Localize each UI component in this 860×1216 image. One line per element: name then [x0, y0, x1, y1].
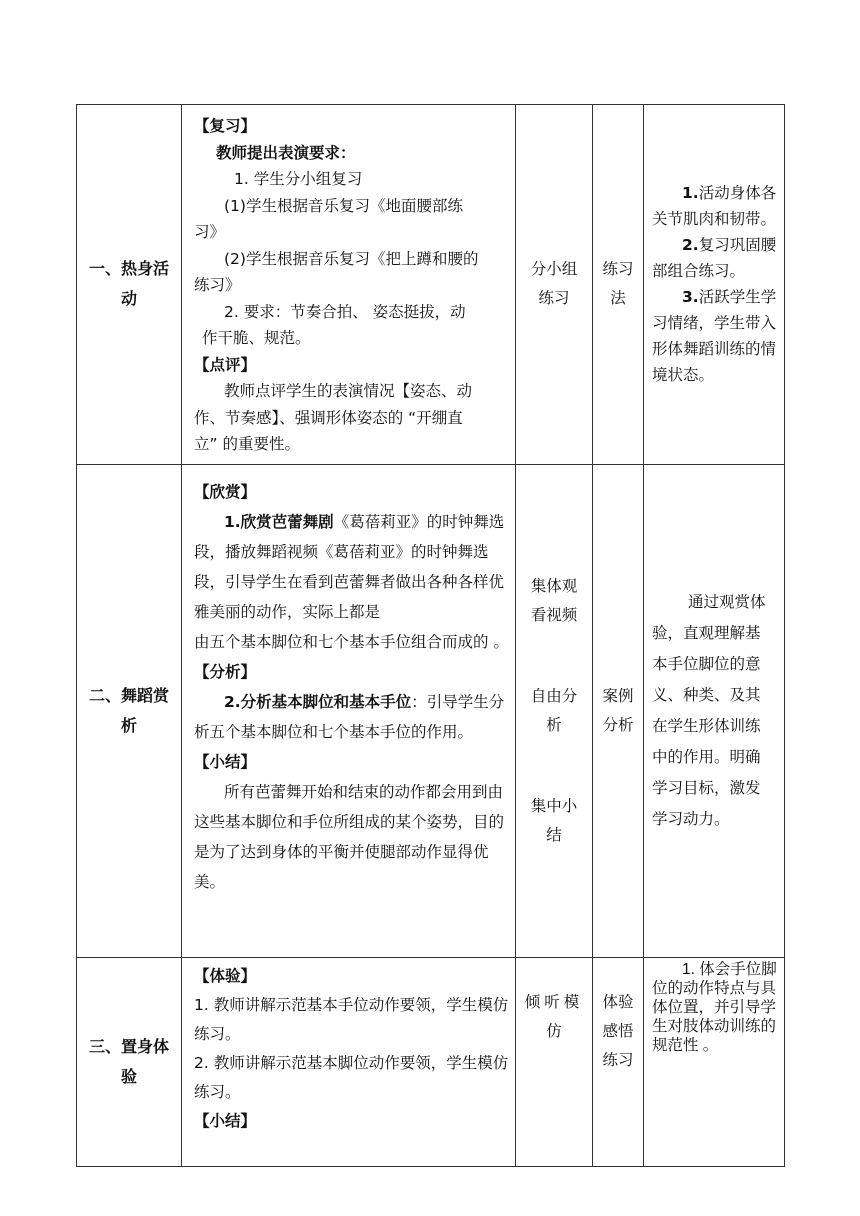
method-group	[516, 792, 592, 850]
content-line: 作干脆、规范。	[202, 329, 311, 347]
method-line: 看视频	[530, 605, 578, 624]
content-line: (2)学生根据音乐复习《把上蹲和腰的	[224, 249, 479, 268]
method-line: 倾听模	[524, 992, 584, 1011]
purpose-number: 2.	[682, 236, 699, 255]
method-group	[516, 682, 592, 740]
technique-line: 法	[610, 289, 626, 308]
content-text: 1. 学生分小组复习	[234, 170, 363, 188]
purpose-line	[652, 180, 778, 232]
section-heading: 【复习】	[194, 117, 257, 135]
purpose-cell	[644, 105, 785, 465]
method-group	[516, 572, 592, 630]
method-line: 集体观	[530, 576, 578, 595]
content-text: ：引导学生分析五个基本脚位和七个基本手位的作用。	[194, 692, 505, 741]
content-cell	[182, 464, 516, 957]
content-line: 立” 的重要性。	[194, 435, 300, 453]
technique-cell	[593, 464, 644, 957]
content-line: 教师提出表演要求：	[216, 143, 356, 162]
section-heading: 【分析】	[194, 662, 257, 681]
purpose-text: 复习巩固腰部组合练习。	[652, 236, 777, 281]
stage-label: 一、热身活动	[88, 259, 169, 309]
technique-cell	[593, 957, 644, 1166]
purpose-cell	[644, 464, 785, 957]
content-line: 由五个基本脚位和七个基本手位组合而成的 。	[194, 632, 509, 651]
purpose-cell	[644, 957, 785, 1166]
section-heading: 【小结】	[194, 752, 257, 771]
technique-line: 分析	[602, 715, 634, 734]
purpose-text: 1. 体会手位脚位的动作特点与具体位置，并引导学生对肢体动训练的规范性 。	[652, 960, 777, 1054]
method-line: 仿	[546, 1021, 562, 1040]
method-cell	[516, 464, 593, 957]
table-row	[77, 105, 785, 465]
section-heading: 【欣赏】	[194, 482, 257, 501]
technique-line: 案例	[602, 686, 634, 705]
stage-label: 二、舞蹈赏析	[88, 685, 169, 735]
content-cell	[182, 105, 516, 465]
section-heading: 【体验】	[194, 966, 257, 985]
method-line: 析	[546, 715, 562, 734]
content-line: 作、节奏感】、强调形体姿态的 “开绷直	[194, 408, 463, 427]
purpose-number: 3.	[682, 288, 699, 307]
method-line: 分小组	[530, 260, 578, 279]
technique-line: 练习	[602, 260, 634, 279]
purpose-text: 活跃学生学习情绪，学生带入形体舞蹈训练的情境状态。	[652, 288, 777, 385]
stage-cell	[77, 464, 182, 957]
section-heading: 【点评】	[194, 355, 257, 374]
method-line: 练习	[538, 289, 570, 308]
table-row	[77, 957, 785, 1166]
technique-line: 体验	[602, 992, 634, 1011]
method-line: 结	[546, 825, 562, 844]
section-heading: 【小结】	[194, 1111, 257, 1130]
content-line: 习》	[194, 223, 226, 241]
stage-label: 三、置身体验	[88, 1036, 169, 1086]
content-line: 2. 教师讲解示范基本脚位动作要领，学生模仿练习。	[194, 1053, 509, 1101]
content-cell	[182, 957, 516, 1166]
content-line: 2. 要求：节奏合拍、 姿态挺拔，动	[224, 302, 466, 321]
content-bold: 1.欣赏芭蕾舞剧	[224, 512, 334, 531]
content-line: (1)学生根据音乐复习《地面腰部练	[224, 196, 463, 215]
content-line: 教师点评学生的表演情况【姿态、动	[224, 382, 473, 400]
content-line: 练习》	[194, 276, 241, 294]
lesson-plan-table	[76, 104, 785, 1167]
content-line: 1. 教师讲解示范基本手位动作要领，学生模仿练习。	[194, 995, 509, 1043]
content-paragraph	[194, 687, 509, 747]
content-line	[194, 166, 509, 193]
purpose-number: 1.	[682, 184, 699, 203]
method-cell	[516, 105, 593, 465]
content-bold: 2.分析基本脚位和基本手位	[224, 692, 412, 711]
technique-line: 练习	[602, 1050, 634, 1069]
purpose-text: 通过观赏体验，直观理解基本手位脚位的意义、种类、及其在学生形体训练中的作用。明确学习目标，激发学习动力。	[652, 592, 766, 828]
method-line: 集中小	[530, 796, 578, 815]
stage-cell	[77, 957, 182, 1166]
purpose-text: 活动身体各关节肌肉和韧带。	[652, 184, 777, 229]
method-cell	[516, 957, 593, 1166]
purpose-line	[652, 232, 778, 284]
content-paragraph: 所有芭蕾舞开始和结束的动作都会用到由这些基本脚位和手位所组成的某个姿势，目的是为了达到身体的平衡并使腿部动作显得优美。	[194, 782, 505, 891]
technique-cell	[593, 105, 644, 465]
purpose-line	[652, 284, 778, 388]
stage-cell	[77, 105, 182, 465]
content-text: 《葛蓓莉亚》的时钟舞选段，播放舞蹈视频《葛蓓莉亚》的时钟舞选段，引导学生在看到芭蕾舞者做出各种各样优雅美丽的动作，实际上都是	[194, 512, 505, 621]
method-line: 自由分	[530, 686, 578, 705]
technique-line: 感悟	[602, 1021, 634, 1040]
content-paragraph	[194, 507, 509, 627]
table-row	[77, 464, 785, 957]
